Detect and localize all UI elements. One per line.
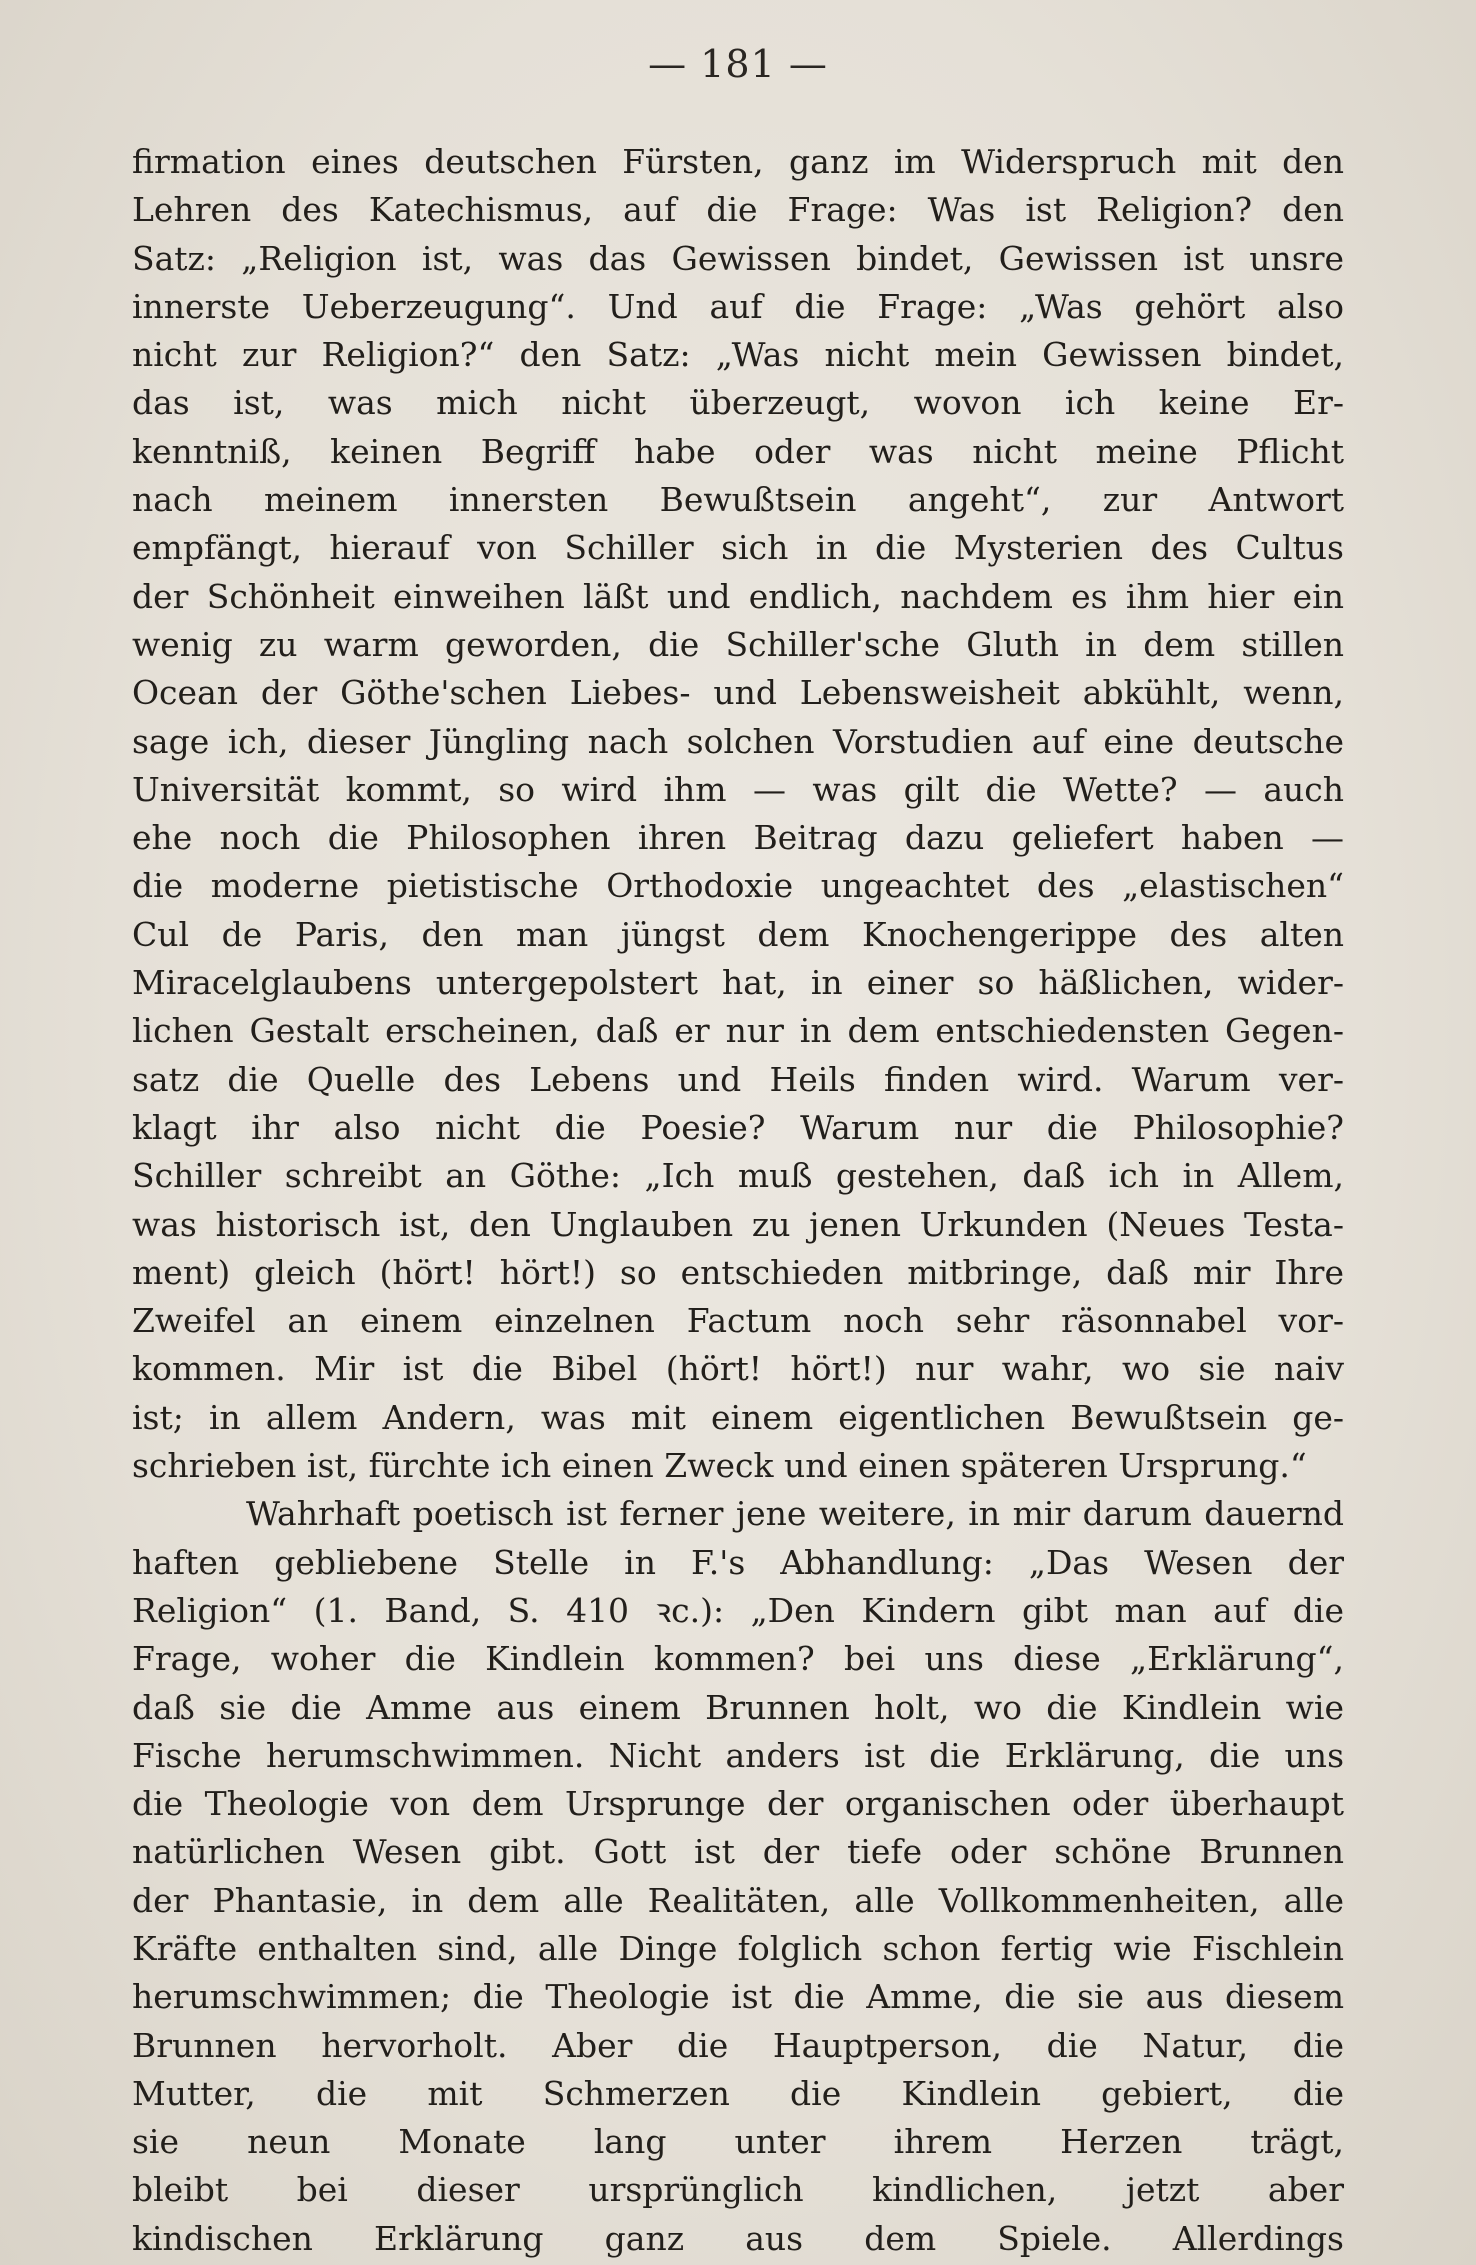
text-line: Fische herumschwimmen. Nicht anders ist die Erklärung, die uns <box>132 1735 1344 1775</box>
text-line: Kräfte enthalten sind, alle Dinge folglich schon fertig wie Fischlein <box>132 1928 1344 1968</box>
text-line: was historisch ist, den Unglauben zu jenen Urkunden (Neues Testa- <box>132 1204 1344 1244</box>
text-line: firmation eines deutschen Fürsten, ganz im Widerspruch mit den <box>132 142 1344 181</box>
text-line: Frage, woher die Kindlein kommen? bei uns diese „Erklärung“, <box>132 1639 1344 1679</box>
text-line: bleibt bei dieser ursprünglich kindlichen, jetzt aber <box>132 2170 1344 2210</box>
text-line: Brunnen hervorholt. Aber die Hauptperson, die Natur, die <box>132 2025 1344 2065</box>
text-line: Wahrhaft poetisch ist ferner jene weitere, in mir darum dauernd <box>246 1494 1344 1534</box>
text-line: kindischen Erklärung ganz aus dem Spiele. Allerdings <box>132 2218 1344 2258</box>
text-line: nicht zur Religion?“ den Satz: „Was nicht mein Gewissen bindet, <box>132 335 1344 375</box>
text-line: natürlichen Wesen gibt. Gott ist der tiefe oder schöne Brunnen <box>132 1832 1344 1872</box>
text-line: innerste Ueberzeugung“. Und auf die Frage: „Was gehört also <box>132 286 1344 326</box>
text-line: das ist, was mich nicht überzeugt, wovon ich keine Er- <box>132 383 1344 423</box>
text-line: empfängt, hierauf von Schiller sich in die Mysterien des Cultus <box>132 528 1344 568</box>
text-line: Cul de Paris, den man jüngst dem Knochengerippe des alten <box>132 914 1344 954</box>
text-line: herumschwimmen; die Theologie ist die Amme, die sie aus diesem <box>132 1977 1344 2017</box>
page-number: — 181 — <box>648 42 828 86</box>
text-line: klagt ihr also nicht die Poesie? Warum nur die Philosophie? <box>132 1107 1344 1147</box>
text-line: daß sie die Amme aus einem Brunnen holt, wo die Kindlein wie <box>132 1687 1344 1727</box>
text-line: Universität kommt, so wird ihm — was gilt die Wette? — auch <box>132 769 1344 809</box>
text-line: haften gebliebene Stelle in F.'s Abhandlung: „Das Wesen der <box>132 1542 1344 1582</box>
text-line: der Phantasie, in dem alle Realitäten, alle Vollkommenheiten, alle <box>132 1880 1344 1920</box>
text-line: ist; in allem Andern, was mit einem eigentlichen Bewußtsein ge- <box>132 1397 1344 1437</box>
text-line: Miracelglaubens untergepolstert hat, in einer so häßlichen, wider- <box>132 963 1344 1003</box>
text-line: Mutter, die mit Schmerzen die Kindlein gebiert, die <box>132 2073 1344 2113</box>
text-line: die Theologie von dem Ursprunge der organischen oder überhaupt <box>132 1784 1344 1824</box>
text-line: Satz: „Religion ist, was das Gewissen bindet, Gewissen ist unsre <box>132 238 1344 278</box>
text-line: der Schönheit einweihen läßt und endlich, nachdem es ihm hier ein <box>132 576 1344 616</box>
text-line: ehe noch die Philosophen ihren Beitrag dazu geliefert haben — <box>132 818 1344 858</box>
text-line: Schiller schreibt an Göthe: „Ich muß gestehen, daß ich in Allem, <box>132 1156 1344 1196</box>
text-line: Zweifel an einem einzelnen Factum noch sehr räsonnabel vor- <box>132 1301 1344 1341</box>
text-line: sage ich, dieser Jüngling nach solchen Vorstudien auf eine deutsche <box>132 721 1344 761</box>
text-line: Lehren des Katechismus, auf die Frage: Was ist Religion? den <box>132 190 1344 230</box>
text-line: nach meinem innersten Bewußtsein angeht“, zur Antwort <box>132 480 1344 520</box>
text-line: Ocean der Göthe'schen Liebes- und Lebensweisheit abkühlt, wenn, <box>132 673 1344 713</box>
text-line: wenig zu warm geworden, die Schiller'sche Gluth in dem stillen <box>132 624 1344 664</box>
text-line: kenntniß, keinen Begriff habe oder was nicht meine Pflicht <box>132 431 1344 471</box>
text-line: kommen. Mir ist die Bibel (hört! hört!) nur wahr, wo sie naiv <box>132 1349 1344 1389</box>
body-text <box>132 138 1344 2263</box>
text-line: lichen Gestalt erscheinen, daß er nur in dem entschiedensten Gegen- <box>132 1011 1344 1051</box>
text-line: die moderne pietistische Orthodoxie ungeachtet des „elastischen“ <box>132 866 1344 906</box>
text-line: ment) gleich (hört! hört!) so entschieden mitbringe, daß mir Ihre <box>132 1252 1344 1292</box>
text-line: schrieben ist, fürchte ich einen Zweck und einen späteren Ursprung.“ <box>132 1446 1307 1486</box>
text-line: satz die Quelle des Lebens und Heils finden wird. Warum ver- <box>132 1059 1344 1099</box>
text-line: sie neun Monate lang unter ihrem Herzen trägt, <box>132 2122 1344 2162</box>
text-line: Religion“ (1. Band, S. 410 ꝛc.): „Den Kindern gibt man auf die <box>132 1590 1344 1630</box>
